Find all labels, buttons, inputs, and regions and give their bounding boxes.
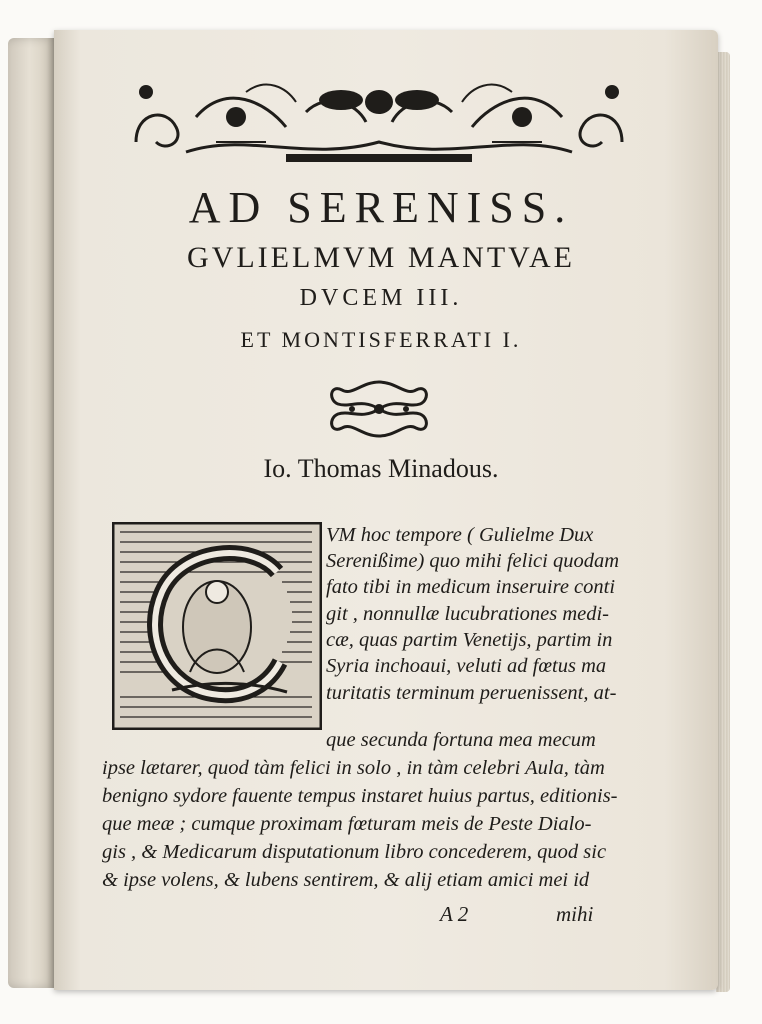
left-page-edge xyxy=(8,38,56,988)
title-line-4: ET MONTISFERRATI I. xyxy=(240,327,522,352)
body-line: cæ, quas partim Venetijs, partim in xyxy=(326,629,613,651)
author-line: Io. Thomas Minadous. xyxy=(263,454,499,483)
title-line-2: GVLIELMVM MANTVAE xyxy=(187,241,575,274)
signature-mark: A 2 xyxy=(440,902,469,926)
body-line: fato tibi in medicum inseruire conti xyxy=(326,576,616,598)
body-line: git , nonnullæ lucubrationes medi- xyxy=(326,603,609,625)
body-line: que meæ ; cumque proximam fœturam meis de Peste Dialo- xyxy=(102,813,592,835)
body-line: Syria inchoaui, veluti ad fœtus ma xyxy=(326,655,607,677)
catchword: mihi xyxy=(556,902,594,926)
title-line-1: AD SERENISS. xyxy=(188,183,574,232)
body-line: ipse lætarer, quod tàm felici in solo , in tàm celebri Aula, tàm xyxy=(102,757,605,779)
body-line: turitatis terminum peruenissent, at- xyxy=(326,682,617,704)
body-line: & ipse volens, & lubens sentirem, & alij etiam amici mei id xyxy=(102,869,590,891)
body-line: Serenißime) quo mihi felici quodam xyxy=(326,550,620,572)
headpiece-ornament-icon xyxy=(126,72,632,168)
title-line-3: DVCEM III. xyxy=(299,285,463,311)
body-line: gis , & Medicarum disputationum libro concederem, quod sic xyxy=(102,841,607,863)
woodcut-initial-c-icon xyxy=(112,522,322,730)
body-line: VM hoc tempore ( Gulielme Dux xyxy=(326,524,594,546)
body-line: que secunda fortuna mea mecum xyxy=(326,729,596,751)
fleuron-ornament-icon xyxy=(322,376,436,442)
body-line: benigno sydore fauente tempus instaret huius partus, editionis- xyxy=(102,785,618,807)
